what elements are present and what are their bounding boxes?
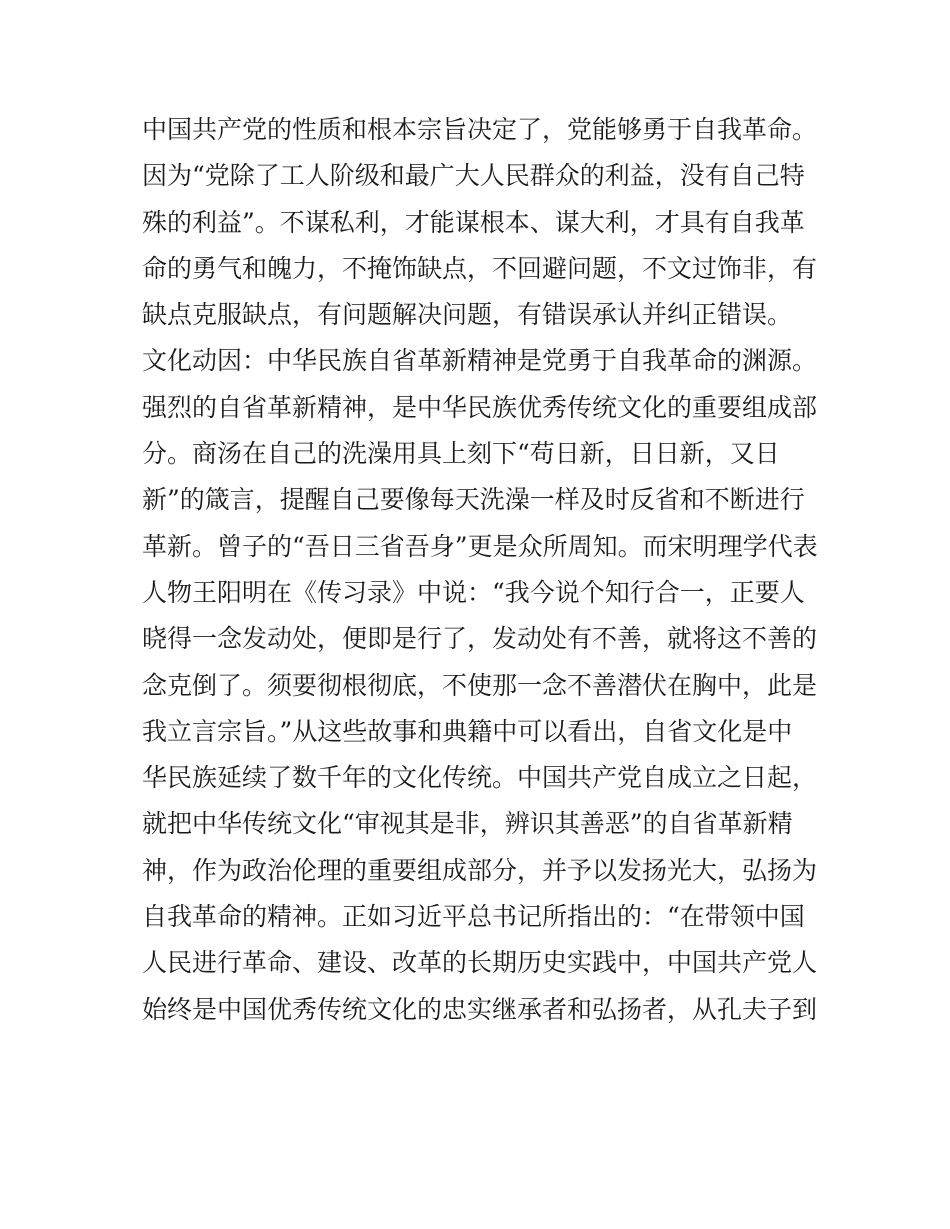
text-line: 缺点克服缺点，有问题解决问题，有错误承认并纠正错误。: [142, 300, 793, 330]
text-line: 分。商汤在自己的洗澡用具上刻下“苟日新，日日新，又日: [142, 439, 780, 469]
text-line: 我立言宗旨。”从这些故事和典籍中可以看出，自省文化是中: [142, 716, 793, 746]
text-line: 始终是中国优秀传统文化的忠实继承者和弘扬者，从孔夫子到: [142, 994, 818, 1024]
text-line: 人物王阳明在《传习录》中说：“我今说个知行合一，正要人: [142, 577, 805, 607]
text-line: 文化动因：中华民族自省革新精神是党勇于自我革命的渊源。: [142, 346, 818, 376]
text-line: 晓得一念发动处，便即是行了，发动处有不善，就将这不善的: [142, 624, 818, 654]
text-line: 殊的利益”。不谋私利，才能谋根本、谋大利，才具有自我革: [142, 207, 805, 237]
text-line: 人民进行革命、建设、改革的长期历史实践中，中国共产党人: [142, 948, 818, 978]
text-line: 因为“党除了工人阶级和最广大人民群众的利益，没有自己特: [142, 161, 805, 191]
body-text: [142, 107, 822, 1033]
text-line: 革新。曾子的“吾日三省吾身”更是众所周知。而宋明理学代表: [142, 531, 818, 561]
text-line: 强烈的自省革新精神，是中华民族优秀传统文化的重要组成部: [142, 392, 818, 422]
text-line: 自我革命的精神。正如习近平总书记所指出的：“在带领中国: [142, 902, 805, 932]
text-line: 新”的箴言，提醒自己要像每天洗澡一样及时反省和不断进行: [142, 485, 805, 515]
text-line: 就把中华传统文化“审视其是非，辨识其善恶”的自省革新精: [142, 809, 793, 839]
text-line: 念克倒了。须要彻根彻底，不使那一念不善潜伏在胸中，此是: [142, 670, 818, 700]
text-line: 命的勇气和魄力，不掩饰缺点，不回避问题，不文过饰非，有: [142, 253, 818, 283]
text-line: 中国共产党的性质和根本宗旨决定了，党能够勇于自我革命。: [142, 115, 818, 144]
text-line: 神，作为政治伦理的重要组成部分，并予以发扬光大，弘扬为: [142, 855, 818, 885]
text-line: 华民族延续了数千年的文化传统。中国共产党自成立之日起，: [142, 763, 818, 793]
